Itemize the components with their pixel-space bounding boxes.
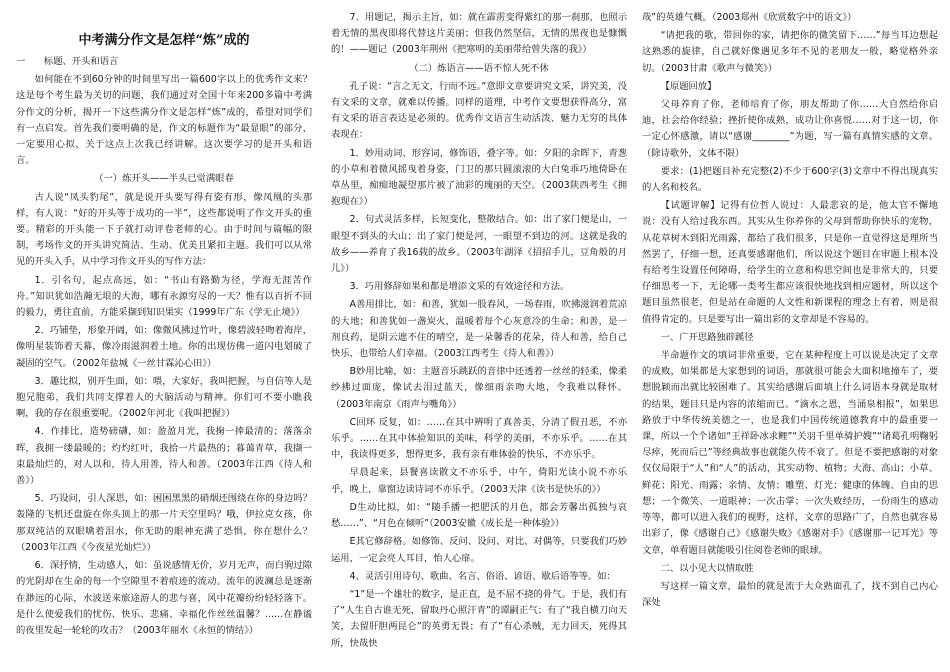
paragraph: 早晨起来，县餐喜读散文不亦乐乎，中午，倚阳光读小说不亦乐乎，晚上，靠窗边读诗词不亦乐乎。（2003天津《读书是快乐的》） <box>331 467 627 495</box>
paragraph: 孔子说：“言之无文，行而不远。”意即文章要讲究文采，讲究美，没有文采的文章，就难以传播。同样的道理，中考作文要想获得高分，富有文采的语言表达是必须的。优秀作文语言生动活泼、魅力无穷的具体表现在： <box>331 80 627 141</box>
paragraph: 【试题评解】记得有位哲人说过：人最悲哀的是，他太官不懈地说：没有人给过我东西。其实从生你养你的父母到帮助你快乐的宠物，从花草树木到阳光雨露，都给了我们很多，只是你一直觉得这是理所当然罢了，仔细一想，还真要感谢他们，所以说这个题目在审题上根本没有给考生设置任何障碍，给学生的立意和构思空间也是非常大的，只要仔细思考一下，无论哪一类考生都应该很快地找到相应题材，所以这个题目虽然很老，但是站在命题的人文性和新课程的理念上有着，则是很值得肯定的。只是要写出一篇出彩的文章却是不容易的。 <box>642 200 938 325</box>
paragraph: 5．巧设问，引人深思，如：困困黑黑的硝烟还围绕在你的身边吗？轰隆的飞机还盘旋在你头顶上的那一片天空里吗？哦，伊拉克女孩，你那双纯洁的双眼噙着泪水，你无助的眼神充满了恐惧，你在想什么？（2003年江西《今夜星光灿烂》） <box>16 493 312 553</box>
paragraph: 父母养育了你，老师培育了你，朋友帮助了你……大自然给你启迪，社会给你经验；挫折使你成熟，成功让你喜悦……对于这一切，你一定心怀感激，请以“感谢________”为题，写一篇有真情实感的文章。（除诗歌外，文体不限） <box>642 99 938 159</box>
column-left <box>16 10 312 670</box>
paragraph: 1．引名句，起点高远，如：“书山有路勤为径，学海无涯苦作舟。”知识犹如浩瀚无垠的大海，哪有永源穷尽的一天？惟有以百折不回的毅力，勇往直前，方能采撷到知识果实（1999年广东《学无止境》） <box>16 274 312 319</box>
column-right <box>642 10 938 670</box>
paragraph: 要求：(1)把题目补充完整(2)不少于600字(3)文章中不得出现真实的人名和校名。 <box>642 165 938 194</box>
column-right-body <box>642 10 938 611</box>
column-middle <box>331 10 627 670</box>
paragraph: C回环 反复，如：……在其中辨明了真善美，分清了假丑恶，不亦乐乎。……在其中体验知识的美味，科学的美丽，不亦乐乎。……在其中，我读得更多，想得更多，我有亲有难体验的快乐，不亦乐乎。 <box>331 416 627 461</box>
paragraph: 2．巧铺垫，形象开阔，如：像微风拂过竹叶，像碧波轻吻着海岸，像明星装饰着天幕，像冷雨滋润着土地。你的出现仿佛一道闪电划破了凝固的空气。（2002年盐城《一丝甘霖沁心田》） <box>16 325 312 369</box>
page-title: 中考满分作文是怎样“炼”成的 <box>78 33 250 48</box>
column-left-body <box>16 54 312 639</box>
paragraph: 二、以小见大以情取胜 <box>660 562 754 574</box>
paragraph: A善用排比，如：和善，犹如一股春风，一场春雨，吹拂滋润着荒凉的大地；和善犹如一盏炭火，温暖着每个心灰意冷的生命；和善，是一剂良药，是阴云遮不住的晴空，是一朵馨香的花朵，待人和善，给自己快乐，也带给人们幸福。（2003江西考生《待人和善》） <box>331 299 627 360</box>
section-heading: （二）炼语言——语不惊人死不休 <box>409 62 549 74</box>
paragraph: 3．巧用修辞如果和都是增添文采的有效途径和方法。 <box>349 281 570 293</box>
paragraph: 7．用题记，揭示主旨，如：就在霹雳变得紫红的那一刹那，也照示着无情的黑夜即将代替这片美丽；但我仍然坚信，无情的黑夜也是慷慨的！——题记（2003年荆州《把寒明的美丽带给曾失落的我》） <box>331 12 627 56</box>
paragraph: D生动比拟，如：“随手播一把肥沃的月色，都会芳馨出孤独与哀愁……”、“月色在倾听”（2003安徽《成长是一种体验》） <box>331 501 627 530</box>
paragraph: B妙用比喻，如：主题音乐跳跃的音律中还透着一丝丝的轻柔，像柔纱拂过面庞，像试去泪过蓝天，像细雨亲吻大地，令我难以释怀。（2003年南京《雨声与嘴角》） <box>331 366 627 410</box>
paragraph: 【原题回放】 <box>660 80 717 92</box>
section-heading: （一）炼开头——半头已觉满眼春 <box>94 173 234 185</box>
paragraph: E其它修辞格。如修饰、反问、设问、对比、对偶等，只要我们巧妙运用，一定会亮人耳目，怡人心扉。 <box>331 536 627 564</box>
paragraph: 如何能在不到60分钟的时间里写出一篇600字以上的优秀作文来？这是每个考生最为关切的问题，我们通过对全国十年来200多篇中考满分作文的分析，揭开一下这些满分作文是怎样“炼”成的，希望对同学们有一点启发。首先我们要明确的是，作文的标题作为“最显眼”的部分，一定要用心拟，关于这点上次我已经讲解。这次要学习的是开头和语言。 <box>16 74 312 167</box>
paragraph: 4．作排比，造势磅礴，如：盈盈月光，我掬一捧最清的；落落余晖，我拥一缕最暖的；灼灼红叶，我拾一片最热的；暮蔼青草，我撷一束最灿烂的，对人以和，待人用善，待人和善。（2003年江西《待人和善》） <box>16 426 312 487</box>
section-heading: 一 标题、开头和语言 <box>16 56 119 67</box>
paragraph: 古人说“凤头豹尾”，就是说开头要写得有姿有形，像凤凰的头那样，有人说：“好的开头等于成功的一半”，这些都说明了作文开头的重要。精彩的开头能一下子就打动评卷老师的心。由于时间与篇幅的限制，考场作文的开头讲究简洁、生动、优美且紧扣主题。我们可以从常见的开头入手，从中学习作文开头的写作方法： <box>16 191 312 268</box>
paragraph: 写这样一篇文章，最怕的就是流于大众熟面孔了，找不到自己内心深处 <box>642 580 938 609</box>
paragraph: “请把我的歌，带回你的家，请把你的微笑留下……”每当耳边想起这熟悉的旋律，自己就好像遇见多年不见的老朋友一般，略觉格外亲切。（2003甘肃《歌声与微笑》） <box>642 30 938 74</box>
paragraph: 一、广开思路独辟蹊径 <box>660 331 754 343</box>
column-middle-body <box>331 10 627 652</box>
paragraph: “1”是一个雄壮的数字，是正直，是不屈不挠的骨气。于是，我们有了“人生自古谁无死，留取丹心照汗青”的谭嗣正气；有了“我自横刀向天笑，去留肝胆两昆仑”的英勇无畏；有了“有心杀贼，无力回天，死得其所，快哉快 <box>331 588 627 649</box>
paragraph: 6．深抒情，生动感人，如：虽说感情无价，岁月无声，而白驹过隙的光阴却在生命的每一个空隙里不着痕迹的流动。流年的波澜总是逐渐在渺远的心际，水波送来旅途游人的悲与喜，风中花瓣纷纷轻轻落下。是什么使爱我们的忧伤、快乐、悲痛、幸福化作丝丝温馨？……在静谧的夜里发起一轮轮的攻击？（2003年丽水《永恒的情结》） <box>16 560 312 636</box>
section-heading: 哉”的英雄气概。（2003郑州《欣赏数字中的语文》） <box>642 12 857 23</box>
paragraph: 3．趣比拟，别开生面，如：喂，大家好，我叫把握，与自信等人是胞兄胞弟，我们共同支撑着人的大脑活动与精神。你们可不要小瞧我啊，我的存在很重要呢。（2002年河北《我叫把握》） <box>16 375 312 420</box>
paragraph: 半命题作文的填词非常重要，它在某种程度上可以说是决定了文章的成败，如果都是大家想到的词语，那就很可能会大面积地撞车了，要想脱颖而出就比较困难了。其实给感谢后面填上什么词语本身就是取材的结果，题目只是内容的浓缩而已。“滴水之恩，当涌泉相报”，如果思路放于中华传统美德之一，也是我们中国传统道德教育中的最重要一课，所以一个个诸如“王祥卧冰求鲤”“关羽千里单骑护嫂”“诸葛孔明鞠躬尽瘁，死而后已”等经典故事也就能久传不衰了。但是不要把感谢的对象仅仅局限于“人”和“人”的活动，其实动物、植物；大海、高山；小草、鲜花；阳光、雨露；亲情、友情；雕塑、灯光；健康的体魄、自由的思想；一个微笑、一道眼神；一次击掌；一次失败经历，一份雨生的感动等等，都可以进入我们的视野，这样，文章的思路广了，自然也就容易出彩了，像《感谢自己》《感谢失败》《感谢对手》《感谢那一记耳光》等文章，单看题目就能吸引住阅卷老师的眼球。 <box>642 350 938 556</box>
paragraph: 4、灵活引用诗句、歌曲、名言、俗语、谚语、歇后语等等。如： <box>349 570 616 582</box>
paragraph: 2．句式灵活多样，长短变化，整散结合。如：出了家门便是山，一眼望不到头的大山；出了家门便是河，一眼望不到边的河。这就是我的故乡——养育了我16载的故乡。（2003年湖泽《招招手儿，豆角般的月儿》） <box>331 214 627 275</box>
paragraph: 1．妙用动词、形容词，修饰语，叠字等。如：夕阳的余晖下，青葱的小草和着微风摇曳着身姿，门卫的那只圆滚滚的大白兔乖巧地倚卧在草丛里，痴痴地凝望那片被了油彩的瑰丽的天空。（2003陕西考生《拥抱现在》） <box>331 147 627 208</box>
